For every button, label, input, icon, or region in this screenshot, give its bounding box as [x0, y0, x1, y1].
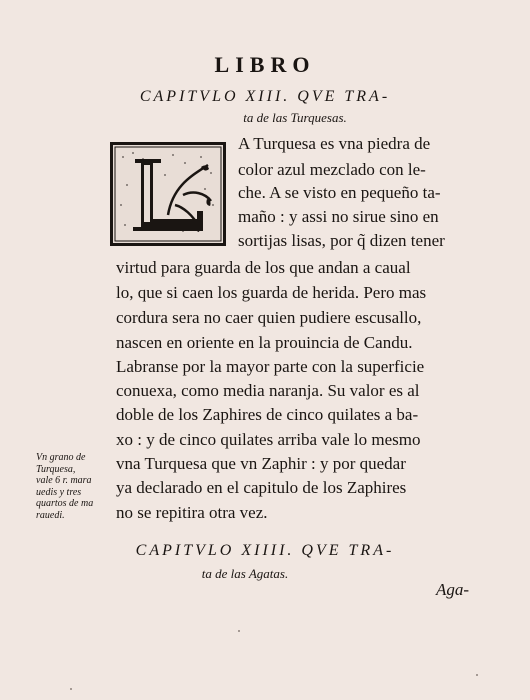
margin-note-line: vale 6 r. mara — [36, 475, 92, 486]
body-line-11: conuexa, como media naranja. Su valor es al — [116, 381, 420, 400]
chapter-14-subtitle: ta de las Agatas. — [201, 566, 289, 581]
body-line-12: doble de los Zaphires de cinco quilates a ba- — [116, 405, 419, 424]
chapter-14-title: CAPITVLO XIIII. QVE TRA- — [135, 542, 395, 559]
body-line-16: no se repitira otra vez. — [116, 503, 268, 522]
body-line-15: ya declarado en el capitulo de los Zaphires — [116, 478, 407, 497]
paper-speck — [476, 674, 478, 676]
body-line-14: vna Turquesa que vn Zaphir : y por quedar — [116, 454, 406, 473]
margin-note — [36, 452, 110, 521]
margin-note-line: rauedi. — [36, 509, 65, 521]
margin-note-line: Vn grano de — [36, 452, 86, 463]
paper-speck — [70, 688, 72, 690]
margin-note-line: uedis y tres — [36, 486, 82, 498]
body-line-6: virtud para guarda de los que andan a caual — [116, 258, 411, 277]
chapter-13-subtitle: ta de las Turquesas. — [243, 110, 347, 125]
body-line-5: sortijas lisas, por q̃ dizen tener — [238, 231, 445, 250]
body-line-10: Labranse por la mayor parte con la superficie — [116, 357, 425, 376]
body-line-9: nascen en oriente en la prouincia de Candu. — [116, 333, 413, 352]
body-line-8: cordura sera no caer quien pudiere escusallo, — [116, 308, 422, 327]
chapter-13-title: CAPITVLO XIII. QVE TRA- — [139, 88, 391, 105]
body-line-2: color azul mezclado con le- — [238, 160, 426, 179]
body-line-3: che. A se visto en pequeño ta- — [238, 183, 441, 202]
running-head: LIBRO — [214, 52, 316, 77]
margin-note-line: Turquesa, — [36, 463, 76, 475]
body-line-13: xo : y de cinco quilates arriba vale lo mesmo — [116, 430, 421, 449]
body-line-1: A Turquesa es vna piedra de — [238, 134, 431, 153]
paper-speck — [238, 630, 240, 632]
margin-note-line: quartos de ma — [36, 498, 94, 509]
catchword: Aga- — [436, 580, 470, 599]
body-line-7: lo, que si caen los guarda de herida. Pero mas — [116, 283, 427, 302]
body-line-4: maño : y assi no sirue sino en — [238, 207, 439, 226]
ornamental-initial-icon — [110, 142, 226, 246]
